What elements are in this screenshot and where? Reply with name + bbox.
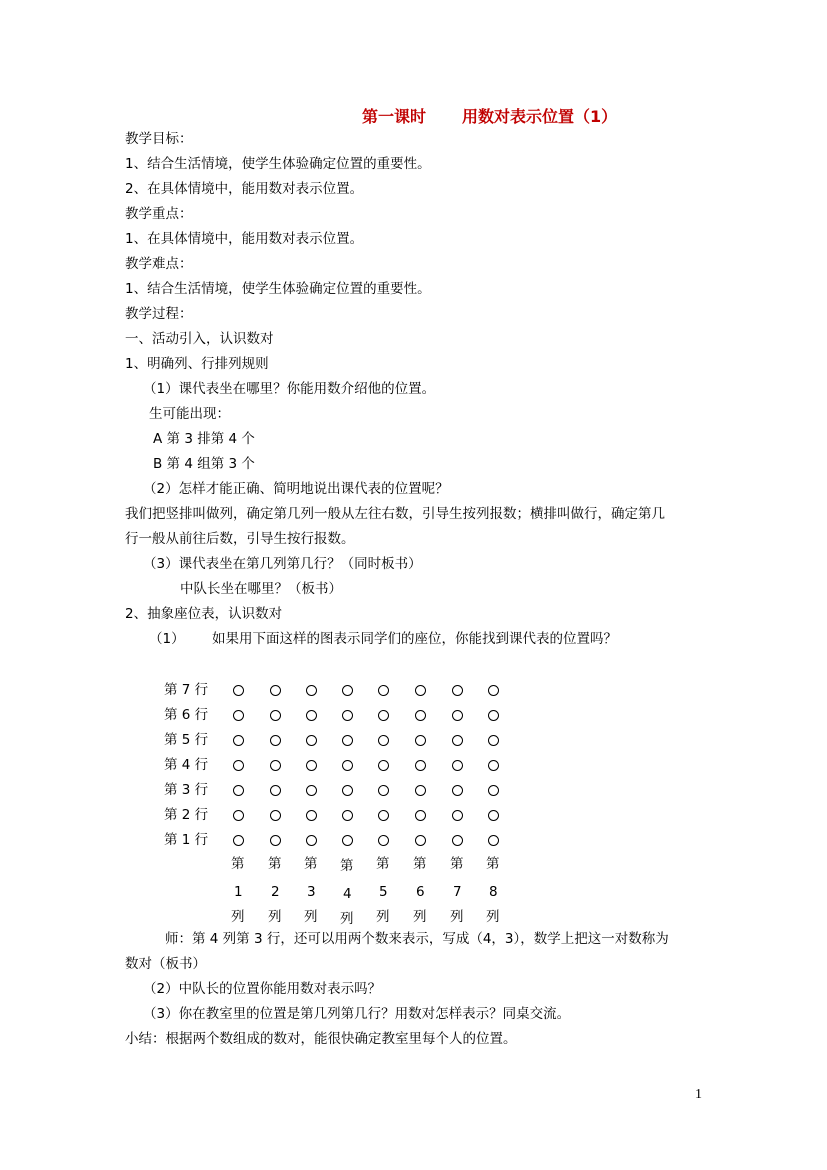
row-label: 第 1 行 <box>164 832 209 848</box>
step-heading: 1、明确列、行排列规则 <box>125 356 269 372</box>
lesson-label: 第一课时 <box>362 107 427 126</box>
seat-circle <box>306 785 317 796</box>
column-label-bottom: 列 <box>413 909 427 925</box>
seat-circle <box>415 835 426 846</box>
seat-circle <box>415 685 426 696</box>
key-1: 1、在具体情境中，能用数对表示位置。 <box>125 231 364 247</box>
row-label: 第 6 行 <box>164 707 209 723</box>
teacher-line-1: 师：第 4 列第 3 行，还可以用两个数来表示，写成（4，3），数学上把这一对数称为 <box>165 931 669 947</box>
difficulty-1: 1、结合生活情境，使学生体验确定位置的重要性。 <box>125 281 431 297</box>
seat-circle <box>270 710 281 721</box>
seat-circle <box>306 710 317 721</box>
seat-circle <box>233 735 244 746</box>
difficulty-heading: 教学难点： <box>125 256 193 272</box>
seat-circle <box>415 810 426 821</box>
seat-circle <box>342 835 353 846</box>
summary: 小结：根据两个数组成的数对，能很快确定教室里每个人的位置。 <box>125 1031 517 1047</box>
question-5: （3）你在教室里的位置是第几列第几行？用数对怎样表示？同桌交流。 <box>143 1006 571 1022</box>
seat-circle <box>452 760 463 771</box>
question-4: （2）中队长的位置你能用数对表示吗？ <box>143 981 382 997</box>
column-label-bottom: 列 <box>268 909 282 925</box>
seat-circle <box>452 810 463 821</box>
page-number: 1 <box>695 1087 702 1102</box>
seat-circle <box>342 710 353 721</box>
column-label-top: 第 <box>268 856 282 872</box>
seat-circle <box>378 810 389 821</box>
question-1: （1）课代表坐在哪里？你能用数介绍他的位置。 <box>143 381 436 397</box>
explanation-line-2: 行一般从前往后数，引导生按行报数。 <box>125 531 355 547</box>
seat-circle <box>488 760 499 771</box>
seat-circle <box>270 760 281 771</box>
goals-heading: 教学目标： <box>125 131 193 147</box>
answer-b: B 第 4 组第 3 个 <box>153 456 255 472</box>
seat-circle <box>270 735 281 746</box>
teacher-line-2: 数对（板书） <box>125 956 206 972</box>
seat-circle <box>233 710 244 721</box>
seat-circle <box>342 810 353 821</box>
student-may: 生可能出现： <box>149 406 230 422</box>
question-2: （2）怎样才能正确、简明地说出课代表的位置呢？ <box>143 481 449 497</box>
column-label-top: 第 <box>340 858 354 874</box>
row-label: 第 5 行 <box>164 732 209 748</box>
column-label-bottom: 列 <box>231 909 245 925</box>
seat-circle <box>306 835 317 846</box>
step-heading: 2、抽象座位表，认识数对 <box>125 606 283 622</box>
seat-circle <box>488 710 499 721</box>
seat-circle <box>488 685 499 696</box>
seat-circle <box>415 710 426 721</box>
column-label-top: 第 <box>413 856 427 872</box>
key-heading: 教学重点： <box>125 206 193 222</box>
goal-1: 1、结合生活情境，使学生体验确定位置的重要性。 <box>125 156 431 172</box>
seat-circle <box>233 835 244 846</box>
seat-circle <box>378 785 389 796</box>
column-label-num: 2 <box>271 884 280 900</box>
seat-circle <box>233 785 244 796</box>
row-label: 第 7 行 <box>164 682 209 698</box>
seat-circle <box>306 735 317 746</box>
column-label-num: 1 <box>234 884 243 900</box>
seat-circle <box>452 685 463 696</box>
seat-circle <box>342 760 353 771</box>
column-label-num: 4 <box>343 886 352 902</box>
seat-circle <box>270 685 281 696</box>
seat-circle <box>270 835 281 846</box>
seat-circle <box>452 785 463 796</box>
row-label: 第 2 行 <box>164 807 209 823</box>
column-label-num: 3 <box>307 884 316 900</box>
question-text: 如果用下面这样的图表示同学们的座位，你能找到课代表的位置吗？ <box>212 631 617 647</box>
seat-circle <box>378 735 389 746</box>
seat-circle <box>415 760 426 771</box>
column-label-bottom: 列 <box>450 909 464 925</box>
column-label-num: 6 <box>416 884 425 900</box>
answer-a: A 第 3 排第 4 个 <box>153 431 255 447</box>
seat-circle <box>342 735 353 746</box>
question-3-sub: 中队长坐在哪里？（板书） <box>180 581 342 597</box>
seat-circle <box>233 685 244 696</box>
seat-circle <box>488 735 499 746</box>
column-label-num: 8 <box>489 884 498 900</box>
column-label-bottom: 列 <box>340 911 354 927</box>
column-label-num: 5 <box>379 884 388 900</box>
seat-circle <box>233 810 244 821</box>
seat-circle <box>270 785 281 796</box>
question-3: （3）课代表坐在第几列第几行？（同时板书） <box>143 556 422 572</box>
row-label: 第 4 行 <box>164 757 209 773</box>
seat-circle <box>488 810 499 821</box>
seat-circle <box>270 810 281 821</box>
column-label-num: 7 <box>453 884 462 900</box>
question-number: （1） <box>149 631 185 647</box>
page-title <box>362 104 617 127</box>
seat-circle <box>378 685 389 696</box>
seat-circle <box>306 760 317 771</box>
seat-circle <box>452 835 463 846</box>
seat-circle <box>415 735 426 746</box>
column-label-bottom: 列 <box>304 909 318 925</box>
column-label-top: 第 <box>304 856 318 872</box>
seat-circle <box>378 760 389 771</box>
goal-2: 2、在具体情境中，能用数对表示位置。 <box>125 181 364 197</box>
section-heading: 一、活动引入，认识数对 <box>125 331 274 347</box>
column-label-top: 第 <box>231 856 245 872</box>
column-label-bottom: 列 <box>486 909 500 925</box>
column-label-top: 第 <box>450 856 464 872</box>
column-label-bottom: 列 <box>376 909 390 925</box>
seat-circle <box>488 785 499 796</box>
lesson-topic: 用数对表示位置（1） <box>462 107 618 126</box>
seat-circle <box>415 785 426 796</box>
column-label-top: 第 <box>486 856 500 872</box>
seat-circle <box>452 735 463 746</box>
process-heading: 教学过程： <box>125 306 193 322</box>
column-label-top: 第 <box>376 856 390 872</box>
row-label: 第 3 行 <box>164 782 209 798</box>
seat-circle <box>342 685 353 696</box>
seat-circle <box>378 710 389 721</box>
seat-circle <box>306 810 317 821</box>
seat-circle <box>342 785 353 796</box>
explanation-line-1: 我们把竖排叫做列，确定第几列一般从左往右数，引导生按列报数；横排叫做行，确定第几 <box>125 506 665 522</box>
seat-circle <box>306 685 317 696</box>
seat-circle <box>233 760 244 771</box>
seat-circle <box>452 710 463 721</box>
seat-circle <box>378 835 389 846</box>
seat-circle <box>488 835 499 846</box>
